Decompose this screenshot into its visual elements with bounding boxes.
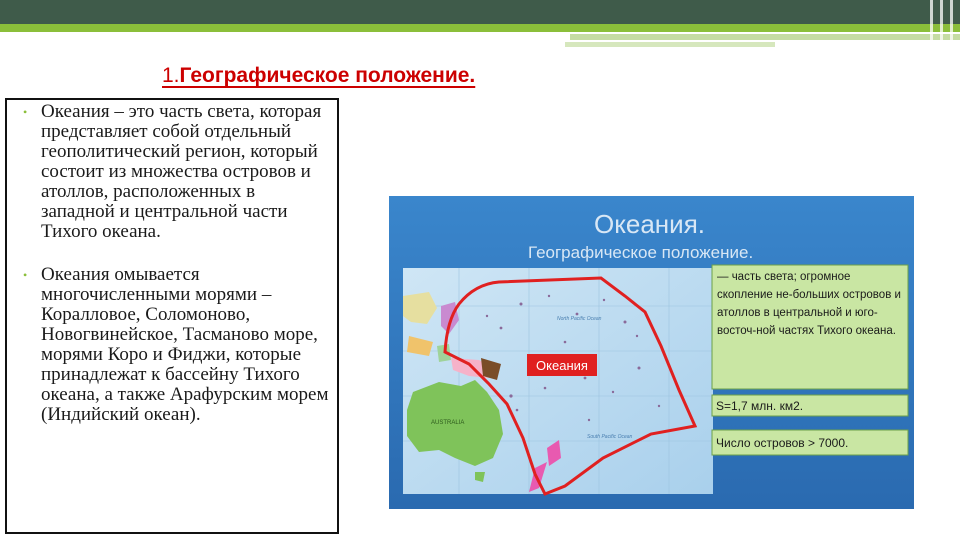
bullet-icon: •: [23, 268, 28, 282]
info-box-definition-text: — часть света; огромное скопление не-больших островов и атоллов в центральной и юго-восточ-ной частях Тихого океана.: [717, 271, 901, 337]
north-pacific-label: North Pacific Ocean: [557, 316, 602, 322]
info-box-area-text: S=1,7 млн. км2.: [716, 399, 804, 413]
australia-label: AUSTRALIA: [431, 420, 465, 426]
header-divider: [940, 0, 943, 40]
bullet-icon: •: [23, 105, 28, 119]
ocean-area: [403, 268, 713, 494]
slide-title: [162, 64, 475, 88]
bullet-text: Океания – это часть света, которая представляет собой отдельный геополитический регион, который состоит из множества островов и атоллов, расположенных в западной и центральной части Тихого океана.: [41, 101, 322, 242]
bullet-text: Океания омывается многочисленными морями – Коралловое, Соломоново, Новогвинейское, Тасманово море, морями Коро и Фиджи, которые принадлежат к бассейну Тихого океана, а также Арафурским морем (Индийский океан).: [41, 264, 329, 425]
header-accent-bar: [570, 34, 960, 40]
header-bar-green: [0, 24, 960, 32]
header-accent-bar-short: [565, 42, 775, 47]
info-box-definition-content: [715, 268, 905, 388]
bullet-item: [7, 265, 337, 425]
header-bar-dark: [0, 0, 960, 24]
header-divider: [950, 0, 953, 40]
slide-title-number: 1.: [162, 64, 180, 87]
info-box-islands-text: Число островов > 7000.: [716, 436, 849, 450]
oceania-label: Океания: [536, 358, 588, 373]
south-pacific-label: South Pacific Ocean: [587, 434, 633, 440]
map-subheading: Географическое положение.: [528, 243, 754, 262]
oceania-map-image: [389, 196, 914, 509]
bullet-item: [7, 102, 337, 242]
header-divider: [930, 0, 933, 40]
map-heading: Океания.: [594, 209, 705, 239]
slide-title-text: Географическое положение.: [179, 64, 476, 87]
bullet-list: [7, 102, 337, 425]
content-text-box: [5, 98, 339, 534]
